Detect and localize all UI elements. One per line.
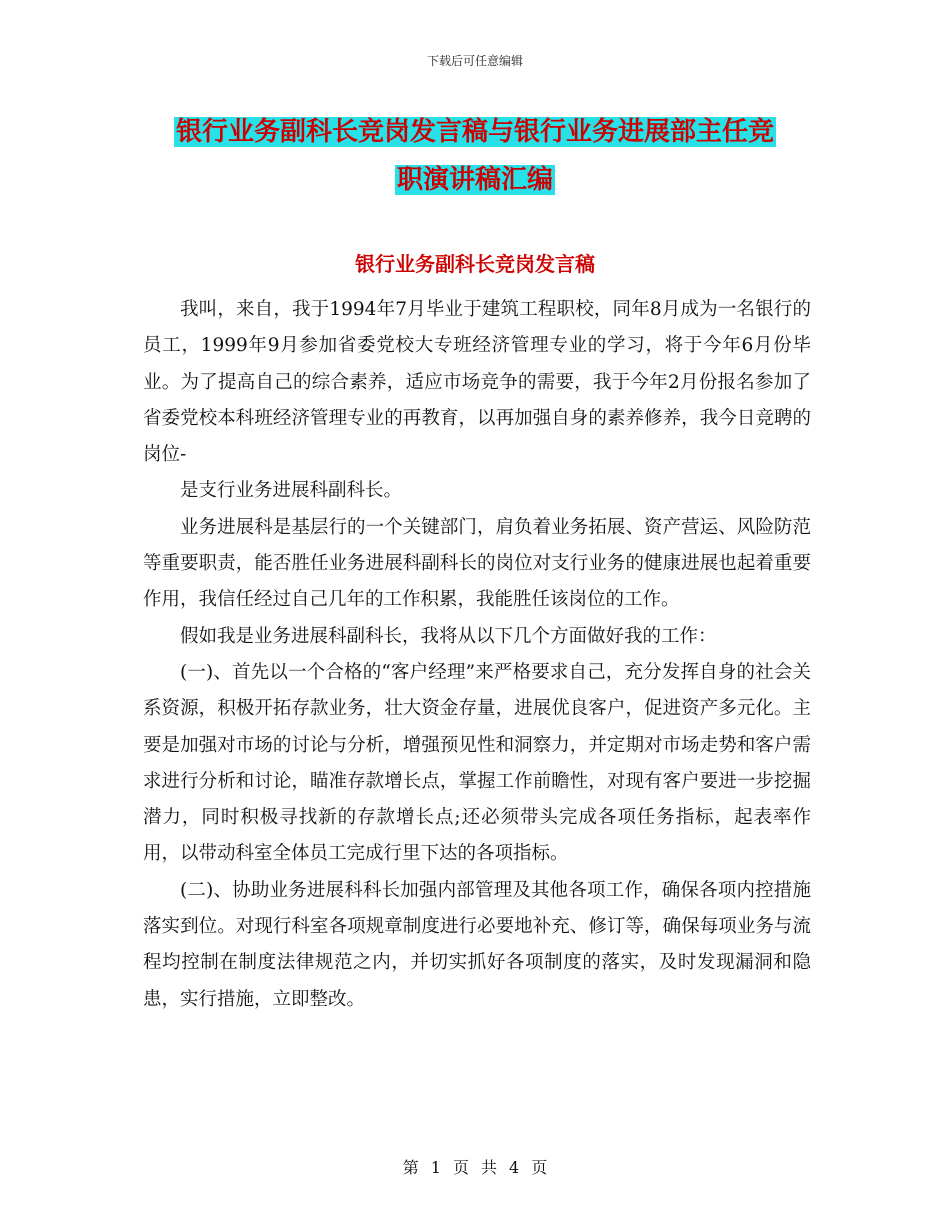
paragraph-2: 是支行业务进展科副科长。 xyxy=(180,480,403,502)
paragraph-1: 我叫，来自，我于1994年7月毕业于建筑工程职校，同年8月成为一名银行的员工，1999年9月参加省委党校大专班经济管理专业的学习，将于今年6月份毕业。为了提高自己的综合素养，适应市场竞争的需要，我于今年2月份报名参加了省委党校本科班经济管理专业的再教育，以再加强自身的素养修养，我今日竞聘的岗位- xyxy=(143,299,811,466)
document-body xyxy=(143,292,811,1018)
paragraph-6: (二)、协助业务进展科科长加强内部管理及其他各项工作，确保各项内控措施落实到位。对现行科室各项规章制度进行必要地补充、修订等，确保每项业务与流程均控制在制度法律规范之内，并切实抓好各项制度的落实，及时发现漏洞和隐患，实行措施，立即整改。 xyxy=(143,879,811,1010)
footer-total-unit: 页 xyxy=(531,1158,548,1177)
section-title: 银行业务副科长竞岗发言稿 xyxy=(355,252,595,276)
document-title-line-1: 银行业务副科长竞岗发言稿与银行业务进展部主任竞 xyxy=(175,117,774,147)
document-title xyxy=(0,108,950,204)
paragraph-4: 假如我是业务进展科副科长，我将从以下几个方面做好我的工作： xyxy=(180,625,717,647)
footer-page-number: 1 xyxy=(430,1158,441,1177)
document-title-line-2: 职演讲稿汇编 xyxy=(396,165,553,195)
footer-total-number: 4 xyxy=(509,1158,520,1177)
footer-page-label: 第 xyxy=(402,1158,419,1177)
paragraph-3: 业务进展科是基层行的一个关键部门，肩负着业务拓展、资产营运、风险防范等重要职责，能否胜任业务进展科副科长的岗位对支行业务的健康进展也起着重要作用，我信任经过自己几年的工作积累，我能胜任该岗位的工作。 xyxy=(143,516,811,611)
page-footer xyxy=(0,1155,950,1178)
page-header: 下载后可任意编辑 xyxy=(426,54,523,68)
paragraph-5: (一)、首先以一个合格的“客户经理”来严格要求自己，充分发挥自身的社会关系资源，积极开拓存款业务，壮大资金存量，进展优良客户，促进资产多元化。主要是加强对市场的讨论与分析，增强预见性和洞察力，并定期对市场走势和客户需求进行分析和讨论，瞄准存款增长点，掌握工作前瞻性，对现有客户要进一步挖掘潜力，同时积极寻找新的存款增长点;还必须带头完成各项任务指标，起表率作用，以带动科室全体员工完成行里下达的各项指标。 xyxy=(143,661,811,865)
footer-total-label: 共 xyxy=(481,1158,498,1177)
footer-page-unit: 页 xyxy=(452,1158,469,1177)
